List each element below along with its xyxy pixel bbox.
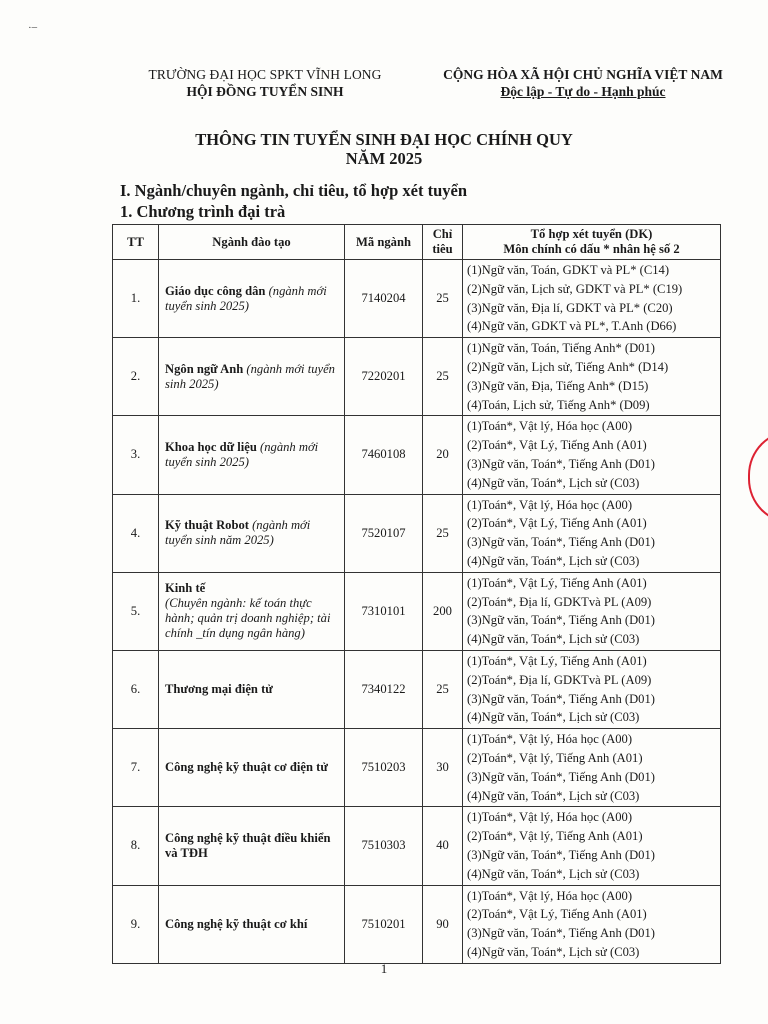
row-number: 8. [113,807,159,885]
table-row [113,572,721,650]
combo-list [463,572,721,650]
combo-item: (3)Ngữ văn, Toán*, Tiếng Anh (D01) [467,613,655,628]
major-note: (ngành mới tuyển sinh 2025) [165,439,319,469]
table-header-row [113,225,721,260]
combo-item: (3)Ngữ văn, Toán*, Tiếng Anh (D01) [467,769,655,784]
major-note: (ngành mới tuyển sinh năm 2025) [165,518,311,548]
major-code: 7220201 [345,338,423,416]
table-body [113,260,721,964]
combo-item: (1)Toán*, Vật lý, Hóa học (A00) [467,888,633,903]
row-number: 6. [113,650,159,728]
combo-item: (2)Toán*, Vật Lý, Tiếng Anh (A01) [467,516,647,531]
major-cell [159,494,345,572]
major-name: Công nghệ kỹ thuật cơ điện tử [165,760,328,775]
major-name: Khoa học dữ liệu [165,439,257,454]
combo-list [463,885,721,963]
table-row [113,885,721,963]
header-left [120,66,410,100]
major-note: (Chuyên ngành: kế toán thực hành; quản trị doanh nghiệp; tài chính _tín dụng ngân hàng) [165,596,331,641]
row-number: 3. [113,416,159,494]
table-row [113,338,721,416]
combo-item: (3)Ngữ văn, Toán*, Tiếng Anh (D01) [467,535,655,550]
combo-item: (4)Ngữ văn, Toán*, Lịch sử (C03) [467,632,640,647]
quota: 25 [423,494,463,572]
combo-list [463,494,721,572]
combo-item: (2)Ngữ văn, Lịch sử, Tiếng Anh* (D14) [467,359,669,374]
table-row [113,650,721,728]
combo-item: (3)Ngữ văn, Toán*, Tiếng Anh (D01) [467,926,655,941]
header-quota-line-1: Chỉ [432,227,453,241]
major-cell [159,807,345,885]
row-number: 9. [113,885,159,963]
combo-item: (1)Toán*, Vật lý, Hóa học (A00) [467,497,633,512]
admission-table [112,224,721,964]
combo-list [463,260,721,338]
major-note: (ngành mới tuyển sinh 2025) [165,283,327,313]
quota: 25 [423,260,463,338]
combo-item: (2)Toán*, Vật lý, Tiếng Anh (A01) [467,829,643,844]
combo-list [463,416,721,494]
table-row [113,729,721,807]
header-combos-line-1: Tổ hợp xét tuyển (DK) [530,227,653,241]
major-code: 7340122 [345,650,423,728]
council-name: HỘI ĐỒNG TUYỂN SINH [186,84,344,99]
major-cell [159,885,345,963]
combo-item: (4)Toán, Lịch sử, Tiếng Anh* (D09) [467,397,650,412]
combo-item: (2)Toán*, Địa lí, GDKTvà PL (A09) [467,594,652,609]
combo-item: (1)Toán*, Vật Lý, Tiếng Anh (A01) [467,653,647,668]
header-quota [423,225,463,260]
header-combos-line-2: Môn chính có dấu * nhân hệ số 2 [503,242,680,256]
major-name: Kỹ thuật Robot [165,518,249,533]
table-row [113,494,721,572]
major-cell [159,572,345,650]
page-number: 1 [380,961,388,976]
combo-item: (3)Ngữ văn, Toán*, Tiếng Anh (D01) [467,847,655,862]
combo-item: (1)Toán*, Vật lý, Hóa học (A00) [467,419,633,434]
combo-item: (1)Ngữ văn, Toán, GDKT và PL* (C14) [467,263,670,277]
combo-list [463,650,721,728]
combo-item: (2)Toán*, Vật Lý, Tiếng Anh (A01) [467,907,647,922]
major-cell [159,338,345,416]
combo-list [463,338,721,416]
header-quota-line-2: tiêu [432,242,453,256]
combo-item: (3)Ngữ văn, Toán*, Tiếng Anh (D01) [467,691,655,706]
combo-list [463,807,721,885]
header-code: Mã ngành [345,225,423,260]
section-heading-1: I. Ngành/chuyên ngành, chỉ tiêu, tổ hợp xét tuyển [120,181,467,200]
scan-artifact: · ̶ [28,22,35,34]
table-row [113,416,721,494]
quota: 200 [423,572,463,650]
row-number: 2. [113,338,159,416]
major-note: (ngành mới tuyển sinh 2025) [165,361,335,391]
major-code: 7310101 [345,572,423,650]
combo-item: (1)Toán*, Vật lý, Hóa học (A00) [467,732,633,747]
quota: 30 [423,729,463,807]
major-cell [159,416,345,494]
combo-item: (4)Ngữ văn, Toán*, Lịch sử (C03) [467,475,640,490]
major-code: 7510201 [345,885,423,963]
combo-item: (1)Toán*, Vật lý, Hóa học (A00) [467,810,633,825]
major-name: Giáo dục công dân [165,283,266,298]
major-name: Ngôn ngữ Anh [165,361,244,376]
major-code: 7510203 [345,729,423,807]
combo-item: (1)Ngữ văn, Toán, Tiếng Anh* (D01) [467,341,655,356]
table-row [113,807,721,885]
major-name: Thương mại điện tử [165,682,273,697]
quota: 40 [423,807,463,885]
row-number: 7. [113,729,159,807]
combo-item: (4)Ngữ văn, Toán*, Lịch sử (C03) [467,553,640,568]
red-seal-stamp [748,430,768,524]
combo-item: (3)Ngữ văn, Địa, Tiếng Anh* (D15) [467,378,649,393]
document-title [0,130,768,168]
combo-item: (4)Ngữ văn, Toán*, Lịch sử (C03) [467,944,640,959]
row-number: 4. [113,494,159,572]
motto: Độc lập - Tự do - Hạnh phúc [500,84,666,99]
combo-item: (2)Toán*, Địa lí, GDKTvà PL (A09) [467,672,652,687]
major-code: 7140204 [345,260,423,338]
combo-item: (1)Toán*, Vật Lý, Tiếng Anh (A01) [467,575,647,590]
major-code: 7510303 [345,807,423,885]
table-row [113,260,721,338]
major-name: Kinh tế [165,581,206,596]
org-name: TRƯỜNG ĐẠI HỌC SPKT VĨNH LONG [148,67,382,82]
major-cell [159,729,345,807]
header-right [418,66,748,100]
major-name: Công nghệ kỹ thuật điều khiển và TĐH [165,830,331,860]
major-cell [159,650,345,728]
country-name: CỘNG HÒA XÃ HỘI CHỦ NGHĨA VIỆT NAM [443,67,723,82]
combo-list [463,729,721,807]
quota: 25 [423,650,463,728]
title-line-1: THÔNG TIN TUYỂN SINH ĐẠI HỌC CHÍNH QUY [195,130,573,149]
header-tt: TT [113,225,159,260]
combo-item: (4)Ngữ văn, Toán*, Lịch sử (C03) [467,866,640,881]
row-number: 5. [113,572,159,650]
combo-item: (2)Toán*, Vật lý, Tiếng Anh (A01) [467,750,643,765]
major-name: Công nghệ kỹ thuật cơ khí [165,916,308,931]
combo-item: (4)Ngữ văn, Toán*, Lịch sử (C03) [467,788,640,803]
combo-item: (3)Ngữ văn, Địa lí, GDKT và PL* (C20) [467,300,673,315]
combo-item: (4)Ngữ văn, Toán*, Lịch sử (C03) [467,710,640,725]
major-code: 7520107 [345,494,423,572]
title-line-2: NĂM 2025 [345,149,423,168]
quota: 20 [423,416,463,494]
header-combos [463,225,721,260]
combo-item: (3)Ngữ văn, Toán*, Tiếng Anh (D01) [467,456,655,471]
header-major: Ngành đào tạo [159,225,345,260]
major-cell [159,260,345,338]
section-heading-2: 1. Chương trình đại trà [120,202,286,221]
quota: 25 [423,338,463,416]
combo-item: (2)Toán*, Vật Lý, Tiếng Anh (A01) [467,438,647,453]
combo-item: (2)Ngữ văn, Lịch sử, GDKT và PL* (C19) [467,281,683,296]
major-code: 7460108 [345,416,423,494]
quota: 90 [423,885,463,963]
row-number: 1. [113,260,159,338]
combo-item: (4)Ngữ văn, GDKT và PL*, T.Anh (D66) [467,319,677,334]
